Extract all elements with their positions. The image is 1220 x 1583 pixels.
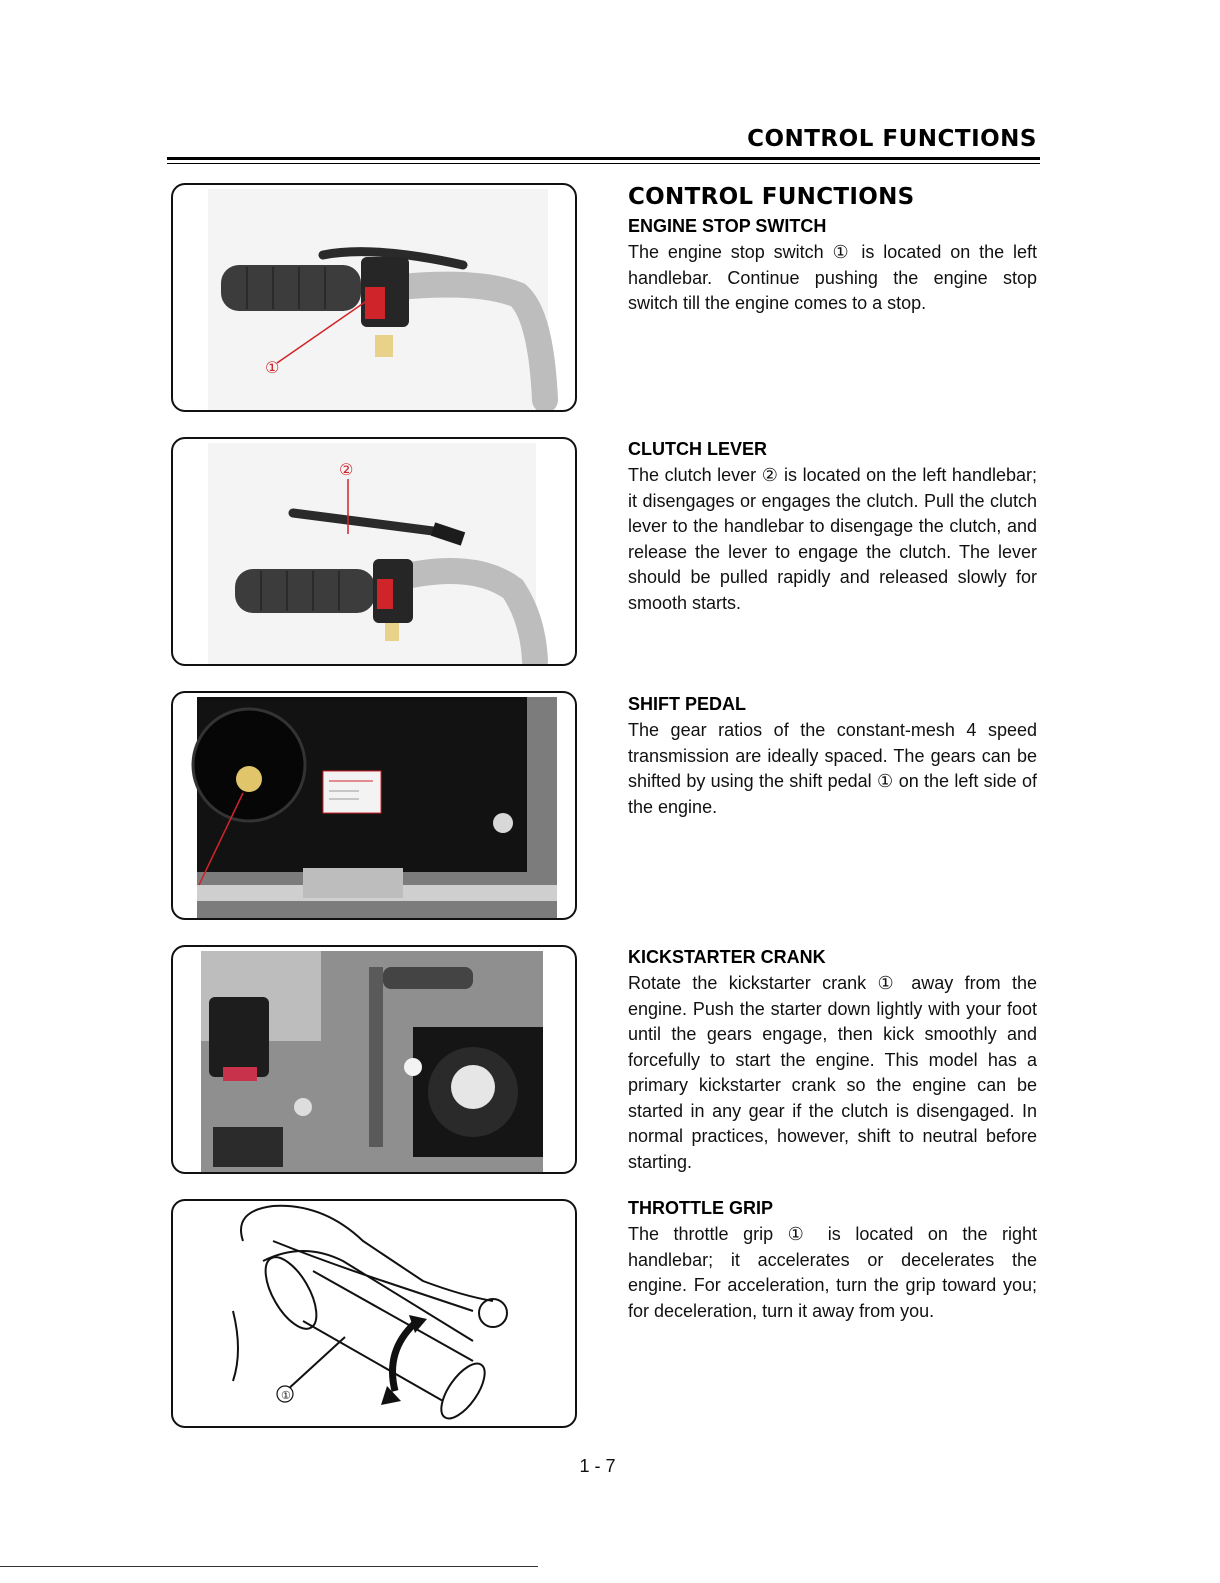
shift-pedal-photo bbox=[171, 691, 577, 920]
callout-label-1: ① bbox=[265, 358, 280, 377]
throttle-grip-drawing bbox=[171, 1199, 577, 1428]
engine-cover-illustration bbox=[173, 693, 577, 920]
section-title: SHIFT PEDAL bbox=[628, 694, 747, 714]
section-title: CLUTCH LEVER bbox=[628, 439, 767, 459]
engine-stop-switch-photo bbox=[171, 183, 577, 412]
main-title: CONTROL FUNCTIONS bbox=[628, 184, 915, 210]
shift-pedal-section bbox=[628, 694, 1037, 820]
page-number: 1 - 7 bbox=[579, 1456, 616, 1476]
section-title: KICKSTARTER CRANK bbox=[628, 947, 826, 967]
handlebar-illustration bbox=[173, 185, 577, 412]
kickstarter-crank-section bbox=[628, 947, 1037, 1175]
clutch-illustration bbox=[173, 439, 577, 666]
kickstarter-illustration bbox=[173, 947, 577, 1174]
section-title: ENGINE STOP SWITCH bbox=[628, 216, 827, 236]
engine-stop-switch-section bbox=[628, 184, 1037, 317]
section-title: THROTTLE GRIP bbox=[628, 1198, 773, 1218]
section-body: The gear ratios of the constant-mesh 4 speed transmission are ideally spaced. The gears can be shifted by using the shift pedal ① on the left side of the engine. bbox=[628, 720, 1037, 817]
footer-rule bbox=[0, 1566, 538, 1567]
header-rule bbox=[167, 157, 1040, 160]
section-body: The engine stop switch ① is located on the left handlebar. Continue pushing the engine stop switch till the engine comes to a stop. bbox=[628, 242, 1037, 313]
kickstarter-crank-photo bbox=[171, 945, 577, 1174]
clutch-lever-photo bbox=[171, 437, 577, 666]
header-rule-thin bbox=[167, 163, 1040, 164]
clutch-lever-section bbox=[628, 439, 1037, 616]
page-header-title: CONTROL FUNCTIONS bbox=[747, 126, 1037, 152]
throttle-illustration bbox=[173, 1201, 577, 1428]
section-body: The clutch lever ② is located on the left handlebar; it disengages or engages the clutch. Pull the clutch lever to the handlebar to disengage the clutch, and release the lever to engage the clutch. The lever should be pulled rapidly and released slowly for smooth starts. bbox=[628, 465, 1037, 613]
section-body: Rotate the kickstarter crank ① away from the engine. Push the starter down lightly with your foot until the gears engage, then kick smoothly and forcefully to start the engine. This model has a primary kickstarter crank so the engine can be started in any gear if the clutch is disengaged. In normal practices, however, shift to neutral before starting. bbox=[628, 973, 1037, 1172]
section-body: The throttle grip ① is located on the right handlebar; it accelerates or decelerates the engine. For acceleration, turn the grip toward you; for deceleration, turn it away from you. bbox=[628, 1224, 1037, 1321]
callout-label-throttle: ① bbox=[281, 1389, 291, 1402]
callout-label-2: ② bbox=[339, 460, 354, 479]
throttle-grip-section bbox=[628, 1198, 1037, 1324]
